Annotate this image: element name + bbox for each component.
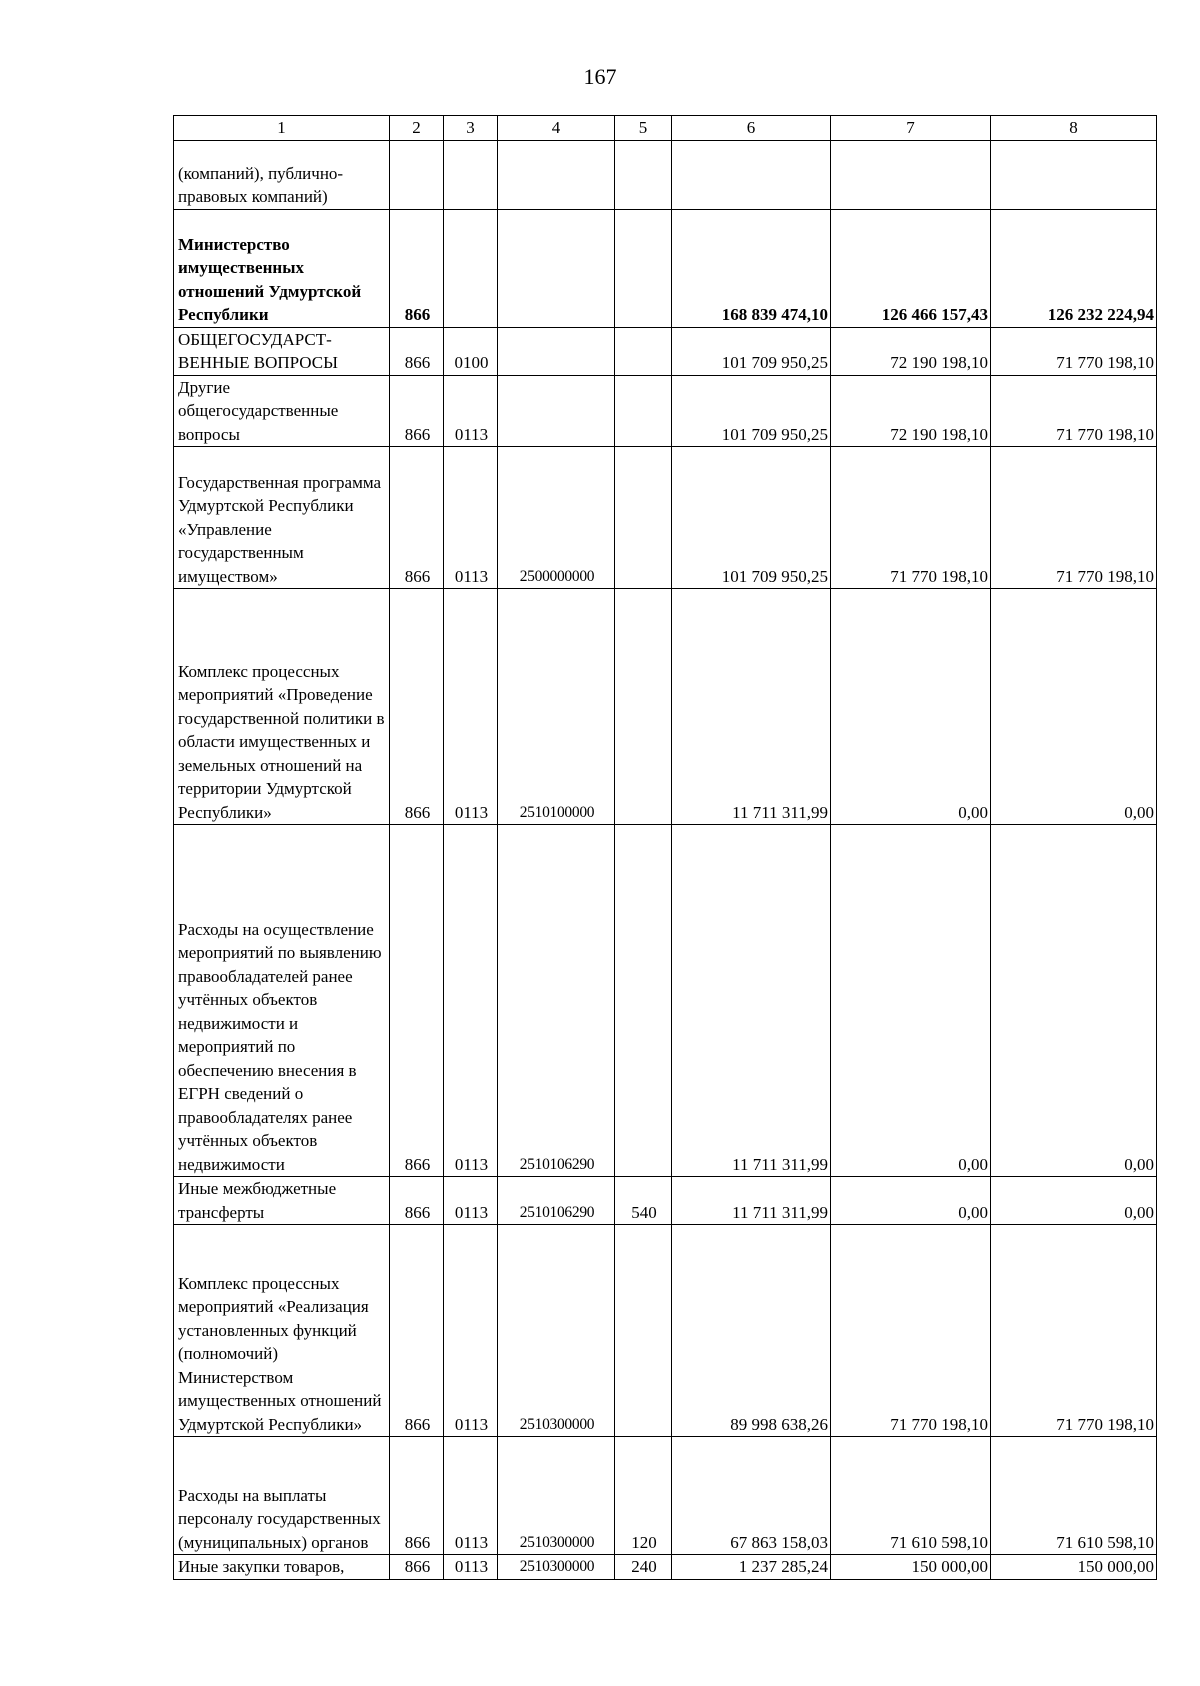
column-header-sum-1: 6 bbox=[672, 116, 831, 141]
row-name: Комплекс процессных мероприятий «Реализация установленных функций (полномочий) Министерством имущественных отношений Удмуртской Республики» bbox=[174, 1225, 390, 1437]
row-sum-2: 71 610 598,10 bbox=[831, 1437, 991, 1555]
row-sum-2: 150 000,00 bbox=[831, 1555, 991, 1580]
row-sum-1 bbox=[672, 140, 831, 209]
row-sum-3: 71 770 198,10 bbox=[991, 1225, 1157, 1437]
row-name: ОБЩЕГОСУДАРСТ-ВЕННЫЕ ВОПРОСЫ bbox=[174, 327, 390, 375]
row-gr bbox=[390, 140, 444, 209]
column-header-name: 1 bbox=[174, 116, 390, 141]
column-header-cs: 4 bbox=[498, 116, 615, 141]
row-cs: 2510300000 bbox=[498, 1437, 615, 1555]
row-cs: 2510300000 bbox=[498, 1555, 615, 1580]
row-name: Иные межбюджетные трансферты bbox=[174, 1177, 390, 1225]
row-sum-3: 71 770 198,10 bbox=[991, 447, 1157, 589]
row-gr: 866 bbox=[390, 375, 444, 447]
row-gr: 866 bbox=[390, 825, 444, 1177]
row-rz: 0113 bbox=[444, 1437, 498, 1555]
row-sum-1: 101 709 950,25 bbox=[672, 447, 831, 589]
table-row bbox=[174, 140, 1157, 209]
row-cs: 2510106290 bbox=[498, 825, 615, 1177]
row-sum-1: 11 711 311,99 bbox=[672, 825, 831, 1177]
row-name: Другие общегосударственные вопросы bbox=[174, 375, 390, 447]
row-sum-3: 71 610 598,10 bbox=[991, 1437, 1157, 1555]
table-row bbox=[174, 1437, 1157, 1555]
row-sum-1: 11 711 311,99 bbox=[672, 589, 831, 825]
row-sum-2: 72 190 198,10 bbox=[831, 327, 991, 375]
row-name: Государственная программа Удмуртской Республики «Управление государственным имуществом» bbox=[174, 447, 390, 589]
row-cs: 2510300000 bbox=[498, 1225, 615, 1437]
row-rz: 0113 bbox=[444, 1177, 498, 1225]
column-header-sum-3: 8 bbox=[991, 116, 1157, 141]
row-gr: 866 bbox=[390, 447, 444, 589]
row-sum-3: 0,00 bbox=[991, 825, 1157, 1177]
row-sum-1: 101 709 950,25 bbox=[672, 375, 831, 447]
row-sum-1: 67 863 158,03 bbox=[672, 1437, 831, 1555]
row-rz bbox=[444, 209, 498, 327]
row-cs bbox=[498, 327, 615, 375]
row-rz: 0113 bbox=[444, 375, 498, 447]
row-cs: 2510106290 bbox=[498, 1177, 615, 1225]
table-row bbox=[174, 1225, 1157, 1437]
row-sum-1: 1 237 285,24 bbox=[672, 1555, 831, 1580]
row-gr: 866 bbox=[390, 1437, 444, 1555]
row-name: (компаний), публично-правовых компаний) bbox=[174, 140, 390, 209]
row-sum-1: 101 709 950,25 bbox=[672, 327, 831, 375]
table-header-row bbox=[174, 116, 1157, 141]
row-sum-2: 71 770 198,10 bbox=[831, 447, 991, 589]
table-row bbox=[174, 447, 1157, 589]
row-rz: 0113 bbox=[444, 589, 498, 825]
row-sum-3: 71 770 198,10 bbox=[991, 375, 1157, 447]
column-header-vr: 5 bbox=[615, 116, 672, 141]
page-number: 167 bbox=[583, 64, 617, 89]
row-vr bbox=[615, 375, 672, 447]
table-row bbox=[174, 825, 1157, 1177]
row-sum-2: 0,00 bbox=[831, 589, 991, 825]
row-cs bbox=[498, 375, 615, 447]
row-sum-3: 0,00 bbox=[991, 589, 1157, 825]
table-row bbox=[174, 589, 1157, 825]
table-row bbox=[174, 327, 1157, 375]
row-rz: 0113 bbox=[444, 825, 498, 1177]
table-row bbox=[174, 1555, 1157, 1580]
row-cs: 2500000000 bbox=[498, 447, 615, 589]
row-sum-3: 126 232 224,94 bbox=[991, 209, 1157, 327]
row-name: Иные закупки товаров, bbox=[174, 1555, 390, 1580]
table-row bbox=[174, 209, 1157, 327]
row-gr: 866 bbox=[390, 1555, 444, 1580]
row-gr: 866 bbox=[390, 1177, 444, 1225]
row-rz: 0113 bbox=[444, 1225, 498, 1437]
column-header-rz: 3 bbox=[444, 116, 498, 141]
row-rz: 0113 bbox=[444, 447, 498, 589]
row-vr bbox=[615, 825, 672, 1177]
row-gr: 866 bbox=[390, 589, 444, 825]
row-sum-2: 0,00 bbox=[831, 1177, 991, 1225]
row-vr bbox=[615, 447, 672, 589]
row-sum-1: 11 711 311,99 bbox=[672, 1177, 831, 1225]
row-sum-3: 0,00 bbox=[991, 1177, 1157, 1225]
row-name: Комплекс процессных мероприятий «Проведение государственной политики в области имущественных и земельных отношений на территории Удмуртской Республики» bbox=[174, 589, 390, 825]
row-vr bbox=[615, 589, 672, 825]
column-header-gr: 2 bbox=[390, 116, 444, 141]
row-vr bbox=[615, 1225, 672, 1437]
row-sum-3: 150 000,00 bbox=[991, 1555, 1157, 1580]
row-cs bbox=[498, 209, 615, 327]
table-row bbox=[174, 375, 1157, 447]
row-vr bbox=[615, 327, 672, 375]
budget-table bbox=[173, 115, 1157, 1580]
row-sum-1: 89 998 638,26 bbox=[672, 1225, 831, 1437]
row-cs: 2510100000 bbox=[498, 589, 615, 825]
row-name: Расходы на выплаты персоналу государственных (муниципальных) органов bbox=[174, 1437, 390, 1555]
row-sum-1: 168 839 474,10 bbox=[672, 209, 831, 327]
row-sum-2: 71 770 198,10 bbox=[831, 1225, 991, 1437]
row-rz bbox=[444, 140, 498, 209]
row-name: Министерство имущественных отношений Удмуртской Республики bbox=[174, 209, 390, 327]
row-sum-2: 72 190 198,10 bbox=[831, 375, 991, 447]
row-gr: 866 bbox=[390, 1225, 444, 1437]
row-rz: 0113 bbox=[444, 1555, 498, 1580]
row-gr: 866 bbox=[390, 327, 444, 375]
row-vr bbox=[615, 209, 672, 327]
row-rz: 0100 bbox=[444, 327, 498, 375]
row-sum-3 bbox=[991, 140, 1157, 209]
row-gr: 866 bbox=[390, 209, 444, 327]
table-row bbox=[174, 1177, 1157, 1225]
column-header-sum-2: 7 bbox=[831, 116, 991, 141]
row-vr: 240 bbox=[615, 1555, 672, 1580]
row-vr bbox=[615, 140, 672, 209]
row-sum-2 bbox=[831, 140, 991, 209]
row-cs bbox=[498, 140, 615, 209]
row-vr: 540 bbox=[615, 1177, 672, 1225]
row-vr: 120 bbox=[615, 1437, 672, 1555]
row-sum-3: 71 770 198,10 bbox=[991, 327, 1157, 375]
row-name: Расходы на осуществление мероприятий по выявлению правообладателей ранее учтённых объектов недвижимости и мероприятий по обеспечению внесения в ЕГРН сведений о правообладателях ранее учтённых объектов недвижимости bbox=[174, 825, 390, 1177]
row-sum-2: 126 466 157,43 bbox=[831, 209, 991, 327]
row-sum-2: 0,00 bbox=[831, 825, 991, 1177]
